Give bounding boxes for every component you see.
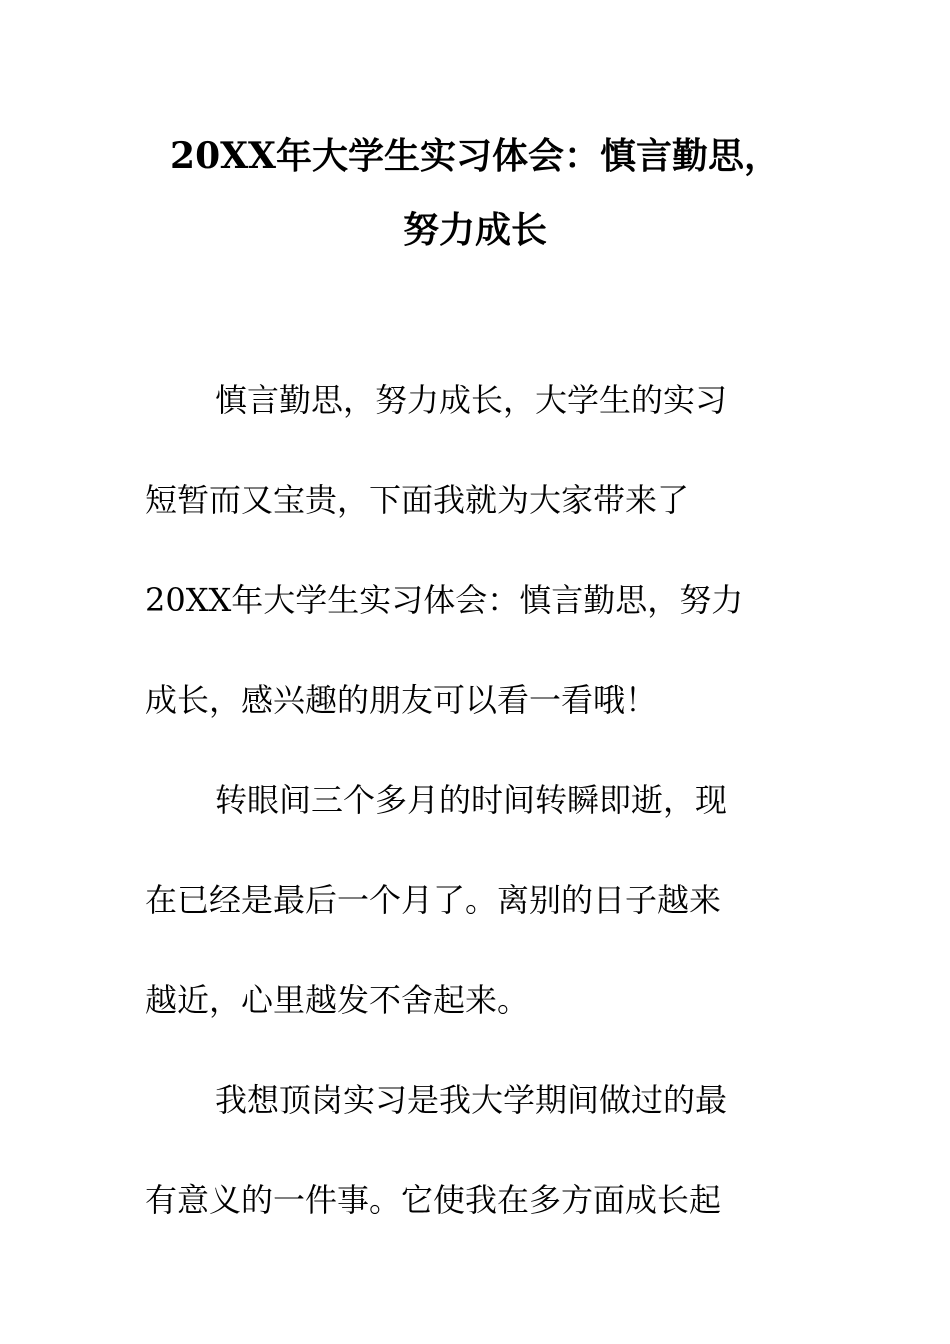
document-title-line-1: 20XX年大学生实习体会：慎言勤思， [170, 135, 780, 177]
paragraph-3-line-1: 我想顶岗实习是我大学期间做过的最 [215, 1081, 728, 1119]
paragraph-1-line-2: 短暂而又宝贵，下面我就为大家带来了 [145, 481, 690, 519]
paragraph-2-line-3: 越近，心里越发不舍起来。 [145, 981, 530, 1019]
paragraph-1-line-3: 20XX年大学生实习体会：慎言勤思，努力 [145, 581, 744, 619]
paragraph-1-line-4: 成长，感兴趣的朋友可以看一看哦！ [145, 681, 658, 719]
paragraph-3-line-2: 有意义的一件事。它使我在多方面成长起 [145, 1181, 722, 1219]
paragraph-2-line-1: 转眼间三个多月的时间转瞬即逝，现 [215, 781, 728, 819]
document-title-line-2: 努力成长 [402, 209, 547, 251]
paragraph-2-line-2: 在已经是最后一个月了。离别的日子越来 [145, 881, 722, 919]
paragraph-1-line-1: 慎言勤思，努力成长，大学生的实习 [215, 381, 728, 419]
